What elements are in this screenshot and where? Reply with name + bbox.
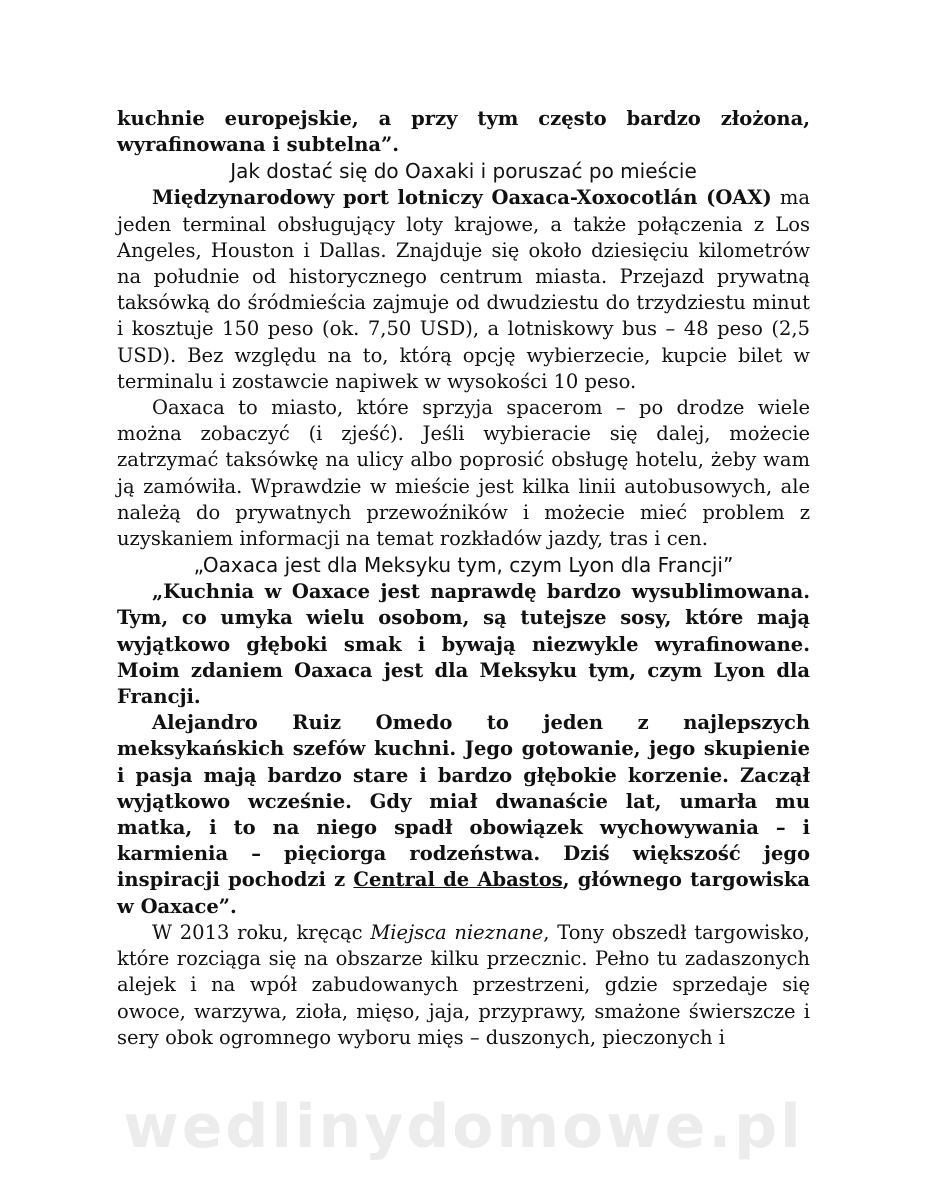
paragraph-chef <box>117 710 810 920</box>
market-text: W 2013 roku, kręcąc <box>152 920 371 944</box>
airport-text: ma jeden terminal obsługujący loty krajowe, a także połączenia z Los Angeles, Houston i Dallas. Znajduje się około dziesięciu kilometrów na południe od historycznego centrum miasta. Przejazd prywatną taksówką do śródmieścia zajmuje od dwudziestu do trzydziestu minut i kosztuje 150 peso (ok. 7,50 USD), a lotniskowy bus – 48 peso (2,5 USD). Bez względu na to, którą opcję wybierzecie, kupcie bilet w terminalu i zostawcie napiwek w wysokości 10 peso. <box>117 186 810 393</box>
market-link[interactable]: Central de Abastos <box>353 868 563 892</box>
chef-text: Alejandro Ruiz Omedo to jeden z najlepszych meksykańskich szefów kuchni. Jego gotowanie, jego skupienie i pasja mają bardzo stare i bardzo głębokie korzenie. Zaczął wyjątkowo wcześnie. Gdy miał dwanaście lat, umarła mu matka, i to na niego spadł obowiązek wychowywania – i karmienia – pięciorga rodzeństwa. Dziś większość jego inspiracji pochodzi z <box>117 711 810 892</box>
paragraph-airport <box>117 185 810 395</box>
section-heading-lyon: „Oaxaca jest dla Meksyku tym, czym Lyon dla Francji” <box>193 553 734 578</box>
chef-text-end: , głównego targowiska w Oaxace”. <box>117 868 810 918</box>
market-text-end: , Tony obszedł targowisko, które rozciąga się na obszarze kilku przecznic. Pełno tu zadaszonych alejek i na wpół zabudowanych przestrzeni, gdzie sprzedaje się owoce, warzywa, zioła, mięso, jaja, przyprawy, smażone świerszcze i sery obok ogromnego wyboru mięs – duszonych, pieczonych i <box>117 920 811 1049</box>
document-page <box>117 106 810 1051</box>
show-title: Miejsca nieznane <box>370 920 544 944</box>
watermark: wedlinydomowe.pl <box>123 1092 804 1162</box>
section-heading-transport: Jak dostać się do Oaxaki i poruszać po mieście <box>230 159 697 184</box>
airport-name: Międzynarodowy port lotniczy Oaxaca-Xoxocotlán (OAX) <box>152 186 772 210</box>
paragraph-continuation: kuchnie europejskie, a przy tym często bardzo złożona, wyrafinowana i subtelna”. <box>117 107 810 157</box>
paragraph-quote: „Kuchnia w Oaxace jest naprawdę bardzo wysublimowana. Tym, co umyka wielu osobom, są tutejsze sosy, które mają wyjątkowo głęboki smak i bywają niezwykle wyrafinowane. Moim zdaniem Oaxaca jest dla Meksyku tym, czym Lyon dla Francji. <box>117 580 810 709</box>
paragraph-walking: Oaxaca to miasto, które sprzyja spacerom – po drodze wiele można zobaczyć (i zjeść). Jeśli wybieracie się dalej, możecie zatrzymać taksówkę na ulicy albo poprosić obsługę hotelu, żeby wam ją zamówiła. Wprawdzie w mieście jest kilka linii autobusowych, ale należą do prywatnych przewoźników i możecie mieć problem z uzyskaniem informacji na temat rozkładów jazdy, tras i cen. <box>117 396 810 551</box>
paragraph-market <box>117 920 810 1051</box>
